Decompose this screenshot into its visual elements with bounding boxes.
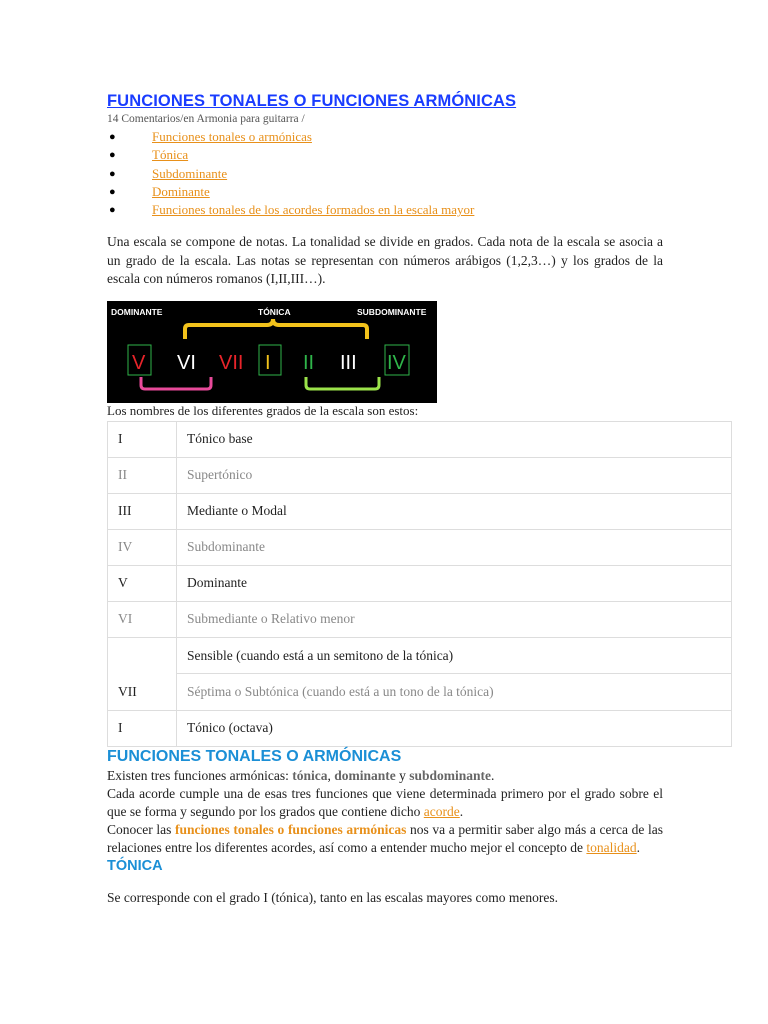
numeral-iii: III [340, 351, 357, 374]
section-heading: FUNCIONES TONALES O ARMÓNICAS [107, 747, 402, 765]
acorde-link[interactable]: acorde [423, 803, 460, 819]
toc-link-dominante[interactable]: Dominante [152, 183, 210, 199]
degree-cell: VII [108, 637, 177, 710]
degree-cell: V [108, 565, 177, 601]
name-cell: Supertónico [177, 457, 732, 493]
table-row [108, 710, 732, 746]
degree-cell: I [108, 710, 177, 746]
tonalidad-link[interactable]: tonalidad [586, 839, 637, 855]
name-cell: Subdominante [177, 529, 732, 565]
toc-link-escala-mayor[interactable]: Funciones tonales de los acordes formados en la escala mayor [152, 202, 475, 218]
term-dominante: dominante [334, 767, 396, 783]
toc-item [107, 201, 663, 219]
degree-cell: I [108, 421, 177, 457]
name-cell: Tónico (octava) [177, 710, 732, 746]
toc-link-subdominante[interactable]: Subdominante [152, 165, 228, 181]
tonica-heading: TÓNICA [107, 857, 163, 874]
numeral-vii: VII [219, 351, 244, 374]
numeral-v: V [132, 351, 146, 374]
numeral-vi: VI [177, 351, 196, 374]
name-septima: Séptima o Subtónica (cuando está a un tono de la tónica) [177, 673, 731, 710]
term-subdominante: subdominante [409, 767, 491, 783]
text-run: Cada acorde cumple una de esas tres funciones que viene determinada primero por el grado sobre el que se forma y segundo por los grados que contiene dicho [107, 785, 663, 819]
numeral-i: I [265, 351, 271, 374]
term-funciones: funciones tonales o funciones armónicas [175, 821, 407, 837]
name-sensible: Sensible (cuando está a un semitono de la tónica) [187, 647, 454, 663]
toc-item [107, 183, 663, 201]
text-run: Conocer las [107, 821, 176, 837]
text-run: y [395, 767, 410, 783]
text-run: . [491, 767, 495, 783]
scale-degrees-figure [107, 301, 437, 403]
toc-link-funciones[interactable]: Funciones tonales o armónicas [152, 129, 312, 144]
bullet-icon: ● [109, 131, 116, 143]
label-subdominante: SUBDOMINANTE [357, 306, 427, 317]
degree-cell: IV [108, 529, 177, 565]
functions-paragraph [107, 767, 663, 857]
grades-table [107, 421, 732, 747]
article [107, 90, 663, 907]
tonica-paragraph: Se corresponde con el grado I (tónica), tanto en las escalas mayores como menores. [107, 889, 558, 905]
degree-cell: III [108, 493, 177, 529]
page-title[interactable]: FUNCIONES TONALES O FUNCIONES ARMÓNICAS [107, 92, 517, 110]
bullet-icon: ● [109, 167, 116, 180]
bullet-icon: ● [109, 149, 116, 162]
toc-item [107, 146, 663, 164]
name-cell [177, 637, 732, 710]
table-of-contents [107, 128, 663, 219]
label-tonica: TÓNICA [258, 306, 291, 317]
name-cell: Submediante o Relativo menor [177, 601, 732, 637]
table-row [108, 565, 732, 601]
name-cell: Mediante o Modal [177, 493, 732, 529]
table-row [108, 637, 732, 710]
table-row [108, 421, 732, 457]
meta-separator: /en [180, 113, 197, 125]
comments-link[interactable]: 14 Comentarios [107, 113, 181, 125]
toc-item [107, 165, 663, 183]
text-run: , [327, 767, 335, 783]
table-row [108, 529, 732, 565]
intro-paragraph: Una escala se compone de notas. La tonalidad se divide en grados. Cada nota de la escala se asocia a un grado de la escala. Las notas se representan con números arábigos (1,2,3…) y los grados de la escala con números romanos (I,II,III…). [107, 234, 663, 287]
text-run: Existen tres funciones armónicas: [107, 767, 293, 783]
degree-cell: II [108, 457, 177, 493]
text-run: nos va a permitir saber algo más a cerca de las relaciones entre los diferentes acordes, así como a entender mucho mejor el concepto de [107, 821, 664, 855]
name-cell: Dominante [177, 565, 732, 601]
text-run: . [459, 803, 464, 819]
table-row [108, 493, 732, 529]
term-tonica: tónica [292, 767, 328, 783]
category-link[interactable]: Armonia para guitarra [196, 113, 299, 125]
label-dominante: DOMINANTE [111, 306, 163, 317]
meta-end: / [298, 113, 305, 125]
numeral-iv: IV [387, 351, 406, 374]
degree-cell: VI [108, 601, 177, 637]
text-run: . [636, 839, 641, 855]
table-caption: Los nombres de los diferentes grados de la escala son estos: [107, 402, 419, 418]
toc-item [107, 128, 663, 146]
toc-link-tonica[interactable]: Tónica [152, 147, 189, 163]
bullet-icon: ● [109, 185, 116, 198]
name-cell: Tónico base [177, 421, 732, 457]
post-meta [107, 112, 663, 126]
numeral-ii: II [303, 351, 315, 374]
bullet-icon: ● [109, 204, 116, 217]
table-row [108, 457, 732, 493]
table-row [108, 601, 732, 637]
